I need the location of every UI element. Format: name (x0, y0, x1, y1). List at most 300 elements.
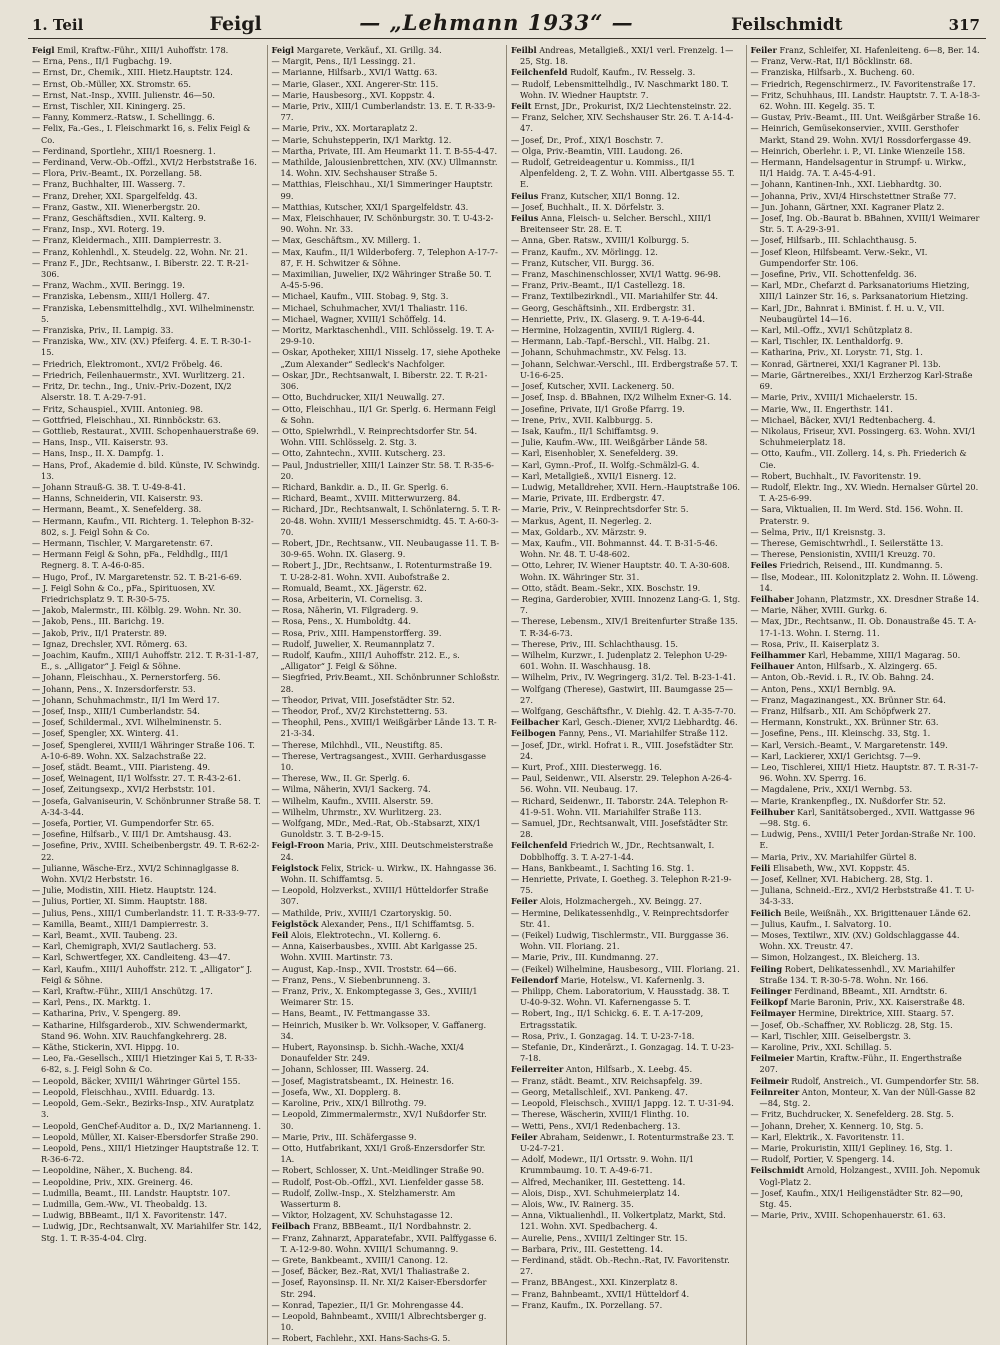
entry-text: — Leopoldine, Näher., X. Bucheng. 84. (32, 1165, 193, 1176)
entry-text: — Alfred, Mechaniker, III. Gestetteng. 14. (511, 1176, 686, 1187)
directory-entry (751, 202, 982, 213)
entry-text: — Karl, Tischler, XIII. Geiselbergstr. 3. (750, 1030, 912, 1041)
entry-text: Anton, Hilfsarb., X. Leebg. 45. (565, 1064, 693, 1075)
entry-text: — Franz, Zahnarzt, Apparatefabr., XVII. Palffygasse 6. T. A-12-9-80. Wohn. XVIII/1 Schumanng. 9. (271, 1232, 497, 1254)
directory-entry (511, 135, 741, 146)
directory-entry (511, 202, 741, 213)
entry-text: — Marie, Priv., V. Reinprechtsdorfer Str. 5. (511, 504, 689, 515)
directory-entry (751, 112, 982, 123)
directory-entry (272, 616, 502, 627)
directory-entry (32, 1165, 262, 1176)
directory-entry (511, 235, 741, 246)
directory-entry (32, 291, 262, 302)
directory-entry (751, 986, 982, 997)
entry-text: — Robert, Schlosser, X. Unt.-Meidlinger Straße 90. (271, 1165, 485, 1176)
directory-entry (32, 191, 262, 202)
directory-entry (751, 482, 982, 504)
entry-text: — Hermann Feigl & Sohn, pFa., Feldhdlg., III/1 Regnerg. 8. T. A-46-0-85. (32, 549, 229, 571)
entry-text: — Ferdinand, Verw.-Ob.-Offzl., XVI/2 Herbststraße 16. (32, 157, 257, 168)
directory-entry (751, 1042, 982, 1053)
directory-entry (272, 1165, 502, 1176)
entry-text: — Karl, Tischler, IX. Lenthaldorfg. 9. (750, 336, 904, 347)
entry-text: — Leo, Tischlerei, XIII/1 Hietz. Hauptstr. 87. T. R-31-7-96. Wohn. XV. Sperrg. 16. (750, 762, 979, 784)
directory-entry (751, 157, 982, 179)
entry-text: — Hermann, Handelsagentur in Strumpf- u. Wirkw., II/1 Haidg. 7A. T. A-45-4-91. (750, 157, 967, 179)
entry-text: — Rosa, Näherin, VI. Filgraderg. 9. (271, 605, 419, 616)
entry-text: — Hugo, Prof., IV. Margaretenstr. 52. T. B-21-6-69. (32, 571, 242, 582)
entry-surname: Feigl (32, 45, 55, 55)
entry-text: — Josef, Schildermal., XVI. Wilhelminenstr. 5. (32, 717, 222, 728)
entry-text: — Therese, Lebensm., XIV/1 Breitenfurter Straße 135. T. R-34-6-73. (511, 616, 738, 638)
column-1 (28, 45, 268, 1345)
entry-text: — Marie, Krankenpfleg., IX. Nußdorfer Str. 52. (750, 795, 946, 806)
entry-text: — Karl, Lackierer, XXI/1 Gerichtsg. 7—9. (750, 750, 921, 761)
directory-entry (272, 863, 502, 885)
directory-entry (32, 67, 262, 78)
entry-text: — Johann, Schlosser, III. Wasserg. 24. (271, 1064, 430, 1075)
directory-entry (511, 336, 741, 347)
directory-entry (511, 404, 741, 415)
directory-entry (511, 762, 741, 773)
entry-text: — Karl, Kaufm., XIII/1 Auhoffstr. 212. T. „Alligator“ J. Feigl & Söhne. (32, 963, 253, 985)
directory-entry (751, 784, 982, 795)
directory-entry (751, 1087, 982, 1109)
directory-entry (272, 90, 502, 101)
directory-entry (32, 325, 262, 336)
directory-entry (511, 79, 741, 101)
entry-text: — Josef, Ing. Ob.-Baurat b. BBahnen, XVIII/1 Weimarer Str. 5. T. A-29-3-91. (750, 213, 980, 235)
directory-entry (272, 1008, 502, 1019)
directory-entry (32, 930, 262, 941)
directory-entry (511, 280, 741, 291)
entry-text: — Josefine, Priv., XVIII. Scheibenbergstr. 49. T. R-62-2-22. (32, 840, 260, 862)
directory-entry (751, 45, 982, 56)
directory-entry (272, 538, 502, 560)
directory-title: — „Lehmann 1933“ — (359, 10, 634, 35)
entry-text: — Ernst, Ob.-Müller, XX. Stromstr. 65. (32, 78, 192, 89)
entry-text: — Erna, Pens., II/1 Fugbachg. 19. (32, 56, 172, 67)
directory-entry (751, 415, 982, 426)
directory-entry (751, 661, 982, 672)
directory-entry (272, 941, 502, 963)
directory-entry (32, 728, 262, 739)
entry-text: — Rudolf, Kaufm., XIII/1 Auhoffstr. 212. E., s. „Alligator“ J. Feigl & Söhne. (271, 649, 460, 672)
directory-entry (272, 605, 502, 616)
directory-entry (272, 1333, 502, 1344)
entry-text: — Georg, Geschäftsinh., XII. Erdbergstr. 31. (511, 302, 695, 313)
directory-entry (272, 426, 502, 448)
directory-entry (751, 997, 982, 1008)
entry-text: — Julianne, Wäsche-Erz., XVI/2 Schinnaglgasse 8. Wohn. XVI/2 Herbststr. 16. (32, 862, 240, 885)
directory-entry (511, 157, 741, 191)
entry-text: — Robert J., JDr., Rechtsanw., I. Rotenturmstraße 19. T. U-28-2-81. Wohn. XVII. Aubofstraße 2. (271, 560, 493, 582)
directory-entry (751, 560, 982, 571)
directory-entry (511, 986, 741, 1008)
entry-text: — Josef, Dr., Prof., XIX/1 Boschstr. 7. (511, 134, 664, 145)
entry-surname: Feilerreiter (511, 1064, 564, 1075)
entry-text: Rudolf, Anstreich., VI. Gumpendorfer Str. 58. (791, 1075, 979, 1086)
directory-entry (511, 1132, 741, 1154)
directory-entry (751, 762, 982, 784)
entry-text: — Paul, Jndustrieller, XIII/1 Lainzer Str. 58. T. R-35-6-20. (271, 459, 494, 481)
directory-entry (272, 1020, 502, 1042)
entry-text: — Josefa, Portier, VI. Gumpendorfer Str. 65. (32, 818, 215, 829)
directory-entry (272, 135, 502, 146)
entry-text: — Franz, Textilbezirkndl., VII. Mariahilfer Str. 44. (511, 291, 719, 302)
directory-entry (32, 448, 262, 459)
entry-text: — Otto, städt. Beam.-Sekr., XIX. Boschstr. 19. (511, 582, 701, 593)
entry-text: — Johann, Fleischhau., X. Pernerstorferg. 56. (32, 672, 221, 683)
entry-text: — Ferdinand, städt. Ob.-Rechn.-Rat, IV. Favoritenstr. 27. (511, 1254, 730, 1277)
entry-text: — Franz, Priv.-Beamt., II/1 Castellezg. 18. (511, 280, 686, 291)
directory-entry (511, 908, 741, 930)
entry-surname: Feilhammer (750, 649, 806, 660)
directory-entry (511, 460, 741, 471)
directory-entry (751, 1020, 982, 1031)
entry-text: — Hans, Insp., VII. Kaiserstr. 93. (32, 437, 169, 448)
directory-entry (272, 460, 502, 482)
directory-entry (272, 404, 502, 426)
directory-entry (32, 572, 262, 583)
directory-entry (32, 1098, 262, 1120)
entry-text: — Jakob, Priv., II/1 Praterstr. 89. (32, 627, 167, 638)
entry-text: — Ludwig, BBBeamt., II/1 X. Favoritenstr. 147. (32, 1210, 227, 1221)
entry-text: — Otto, Hutfabrikant, XXI/1 Groß-Enzersdorfer Str. 1A. (271, 1142, 486, 1165)
entry-text: — Franz, Kutscher, VII. Burgg. 36. (511, 257, 655, 268)
entry-text: — Therese, Ww., II. Gr. Sperlg. 6. (271, 773, 411, 784)
directory-entry (32, 482, 262, 493)
entry-text: — Rudolf, Elektr. Ing., XV. Wiedn. Hernalser Gürtel 20. T. A-25-6-99. (750, 481, 979, 504)
entry-text: — Karl, Beamt., XVII. Taubeng. 23. (32, 930, 178, 941)
directory-entry (272, 392, 502, 403)
entry-text: — Rosa, Priv., XIII. Hampenstorfferg. 39. (271, 627, 442, 638)
directory-entry (511, 975, 741, 986)
directory-entry (32, 628, 262, 639)
directory-entry (751, 123, 982, 145)
entry-text: — Jakob, Pens., III. Barichg. 19. (32, 616, 165, 627)
directory-entry (32, 896, 262, 907)
directory-entry (511, 247, 741, 258)
entry-text: — Wilhelm, Kaufm., XVIII. Alserstr. 59. (271, 795, 434, 806)
entry-text: — Josef, Insp., XIII/1 Cumberlandstr. 54. (32, 705, 200, 716)
directory-entry (751, 1076, 982, 1087)
entry-surname: Feilhuber (750, 806, 795, 817)
entry-text: — Heinrich, Gemüsekonservier., XVIII. Gersthofer Markt, Stand 29. Wohn. XVI/1 Rossdorfergasse 49. (750, 123, 972, 145)
directory-entry (32, 695, 262, 706)
entry-text: — Rudolf, Getreideagentur u. Kommiss., II/1 Alpenfeldeng. 2, T. Z. Wohn. VIII. Albertgasse 55. T. E. (511, 157, 735, 190)
entry-text: — Viktor, Holzagent, XV. Schuhstagasse 12. (271, 1210, 453, 1221)
directory-entry (32, 1008, 262, 1019)
entry-text: — Julius, Portier, XI. Simm. Hauptstr. 188. (32, 896, 208, 907)
entry-text: — Max, Kaufm., II/1 Wilderboferg. 7, Telephon A-17-7-87, F. H. Schwitzer & Söhne. (271, 246, 498, 268)
entry-text: — Richard, JDr., Rechtsanwalt, I. Schönlaterng. 5. T. R-20-48. Wohn. XVIII/1 Messerschmidtg. 45. T. A-60-3-70. (271, 504, 501, 537)
entry-text: — Rosa, Priv., II. Kaiserplatz 3. (750, 638, 880, 649)
entry-text: — Anton, Ob.-Revid. i. R., IV. Ob. Bahng. 24. (750, 672, 934, 683)
entry-text: — Olga, Priv.-Beamtin, VIII. Laudong. 26. (511, 145, 683, 156)
entry-surname: Feilich (750, 907, 782, 918)
entry-text: — Samuel, JDr., Rechtsanwalt, VIII. Josefstädter Str. 28. (511, 818, 729, 840)
entry-text: — Ludwig, Pens., XVIII/1 Peter Jordan-Straße Nr. 100. E. (750, 829, 976, 851)
entry-text: — Josef, Spenglerei, XVIII/1 Währinger Straße 106. T. A-10-6-89. Wohn. XX. Salzachstraße 22. (32, 739, 255, 761)
entry-surname: Feilbacher (511, 717, 560, 728)
entry-text: — Karl, Elektrik., X. Favoritenstr. 11. (750, 1131, 905, 1142)
directory-entry (32, 672, 262, 683)
entry-text: — Mathilde, Priv., XVIII/1 Czartoryskig. 50. (271, 907, 452, 918)
entry-text: — Franz, Bahnbeamt., XVII/1 Hütteldorf 4. (511, 1288, 690, 1299)
directory-entry (272, 101, 502, 123)
directory-entry (751, 179, 982, 190)
entry-text: — Richard, Bankdir. a. D., II. Gr. Sperlg. 6. (271, 481, 449, 492)
entry-text: — Otto, Buchdrucker, XII/1 Neuwallg. 27. (271, 392, 445, 403)
directory-entry (32, 415, 262, 426)
directory-entry (272, 908, 502, 919)
directory-entry (272, 303, 502, 314)
directory-entry (511, 840, 741, 862)
entry-text: — Leopold, Pens., XIII/1 Hietzinger Hauptstraße 12. T. R-36-6-72. (32, 1142, 259, 1165)
entry-text: — Franz, Kohlenhdl., X. Steudelg. 22, Wohn. Nr. 21. (32, 246, 248, 257)
entry-text: — Leopold, Bahnbeamt., XVIII/1 Albrechtsberger g. 10. (271, 1310, 487, 1333)
entry-text: — Josefine, Hilfsarb., V. III/1 Dr. Amtshausg. 43. (32, 829, 232, 840)
entry-text: Karl, Hebamme, XIII/1 Magarag. 50. (808, 649, 961, 660)
directory-entry (751, 728, 982, 739)
directory-entry (272, 235, 502, 246)
entry-text: — Wilhelm, Kurzwr., I. Judenplatz 2. Telephon U-29-601. Wohn. II. Waschhausg. 18. (511, 649, 728, 672)
directory-entry (751, 280, 982, 302)
entry-text: — Juliana, Schneid.-Erz., XVI/2 Herbststraße 41. T. U-34-3-33. (750, 885, 975, 907)
entry-text: Alois, Holzmachergeh., XV. Beingg. 27. (539, 896, 702, 907)
entry-text: — J. Feigl Sohn & Co., pFa., Spirituosen, XV. Friedrichsplatz 9. T. R-30-5-75. (32, 582, 216, 604)
directory-entry (272, 1188, 502, 1210)
directory-entry (511, 1008, 741, 1030)
entry-text: — Fritz, Schuhhaus, III. Landstr. Hauptstr. 7. T. A-18-3-62. Wohn. III. Kegelg. 35. T. (750, 89, 980, 112)
entry-text: — Stefanie, Dr., Kinderärzt., I. Gonzagag. 14. T. U-23-7-18. (511, 1042, 734, 1064)
directory-entry (32, 101, 262, 112)
entry-text: — Karl, Eisenhobler, X. Senefelderg. 39. (511, 448, 679, 459)
directory-entry (272, 1143, 502, 1165)
entry-text: — Wilhelm, Priv., IV. Wegringerg. 31/2. Tel. B-23-1-41. (511, 672, 736, 683)
directory-entry (272, 504, 502, 538)
entry-text: — Wolfgang (Therese), Gastwirt, III. Baumgasse 25—27. (511, 683, 733, 705)
directory-entry (511, 213, 741, 235)
entry-text: — Ignaz, Drechsler, XVI. Römerg. 63. (32, 638, 188, 649)
directory-entry (511, 112, 741, 134)
entry-text: — Philipp, Chem. Laboratorium, V. Hausstadg. 38. T. U-40-9-32. Wohn. VI. Kafernengasse 5. T. (511, 986, 730, 1008)
entry-text: — Moses, Textilwr., XIV. (XV.) Goldschlaggasse 44. Wohn. XX. Treustr. 47. (750, 930, 960, 952)
entry-text: — Karl, JDr., Bahnrat i. BMinist. f. H. u. V., VII. Neubaugürtel 14—16. (750, 302, 945, 324)
entry-text: Beile, Weißnäh., XX. Brigittenauer Lände 62. (783, 907, 971, 918)
entry-text: — Marianne, Hilfsarb., XVI/1 Wattg. 63. (271, 67, 438, 78)
entry-text: — Rudolf, Portier, V. Spengerg. 14. (750, 1154, 895, 1165)
entry-text: — Josefine, Private, II/1 Große Pfarrg. 19. (511, 403, 685, 414)
directory-entry (272, 1042, 502, 1064)
directory-entry (272, 695, 502, 706)
entry-text: — Leopold, Gem.-Sekr., Bezirks-Insp., XIV. Auratplatz 3. (32, 1098, 254, 1120)
directory-entry (511, 964, 741, 975)
entry-text: — Fanny, Kommerz.-Ratsw., I. Schellingg. 6. (32, 112, 215, 123)
part-label: 1. Teil (32, 16, 84, 34)
directory-entry (32, 112, 262, 123)
entry-text: — Karl, Versich.-Beamt., V. Margaretenstr. 149. (750, 739, 948, 750)
entry-text: — Hermann, Tischler, V. Margaretenstr. 67. (32, 537, 213, 548)
entry-text: — Karl, Schwertfeger, XX. Candleiteng. 43—47. (32, 952, 231, 963)
entry-text: — Gustav, Priv.-Beamt., III. Unt. Weißgärber Straße 16. (750, 112, 981, 123)
entry-text: — Robert, JDr., Rechtsanw., VII. Neubaugasse 11. T. B-30-9-65. Wohn. IX. Glaserg. 9. (271, 537, 500, 560)
directory-entry (511, 560, 741, 582)
entry-text: — Theophil, Pens., XVIII/1 Weißgärber Lände 13. T. R-21-3-34. (271, 717, 497, 739)
directory-entry (32, 213, 262, 224)
entry-surname: Feiler (750, 45, 777, 55)
entry-text: Karl, Gesch.-Diener, XVI/2 Liebhardtg. 46. (561, 717, 738, 728)
entry-text: — Nikolaus, Friseur, XVI. Possingerg. 63. Wohn. XVI/1 Schuhmeierplatz 18. (750, 425, 977, 448)
entry-text: — Marie, Private, III. Erdbergstr. 47. (511, 493, 665, 504)
entry-text: — Wolfgang, MDr., Med.-Rat, Ob.-Stabsarzt, XIX/1 Gunoldstr. 3. T. B-2-9-15. (271, 818, 481, 840)
entry-text: — Fritz, Buchdrucker, X. Senefelderg. 28. Stg. 5. (750, 1109, 954, 1120)
directory-entry (751, 426, 982, 448)
entry-text: Martin, Kraftw.-Führ., II. Engerthstraße 207. (759, 1053, 962, 1075)
directory-entry (511, 706, 741, 717)
entry-surname: Feiglstöck (271, 918, 319, 929)
entry-text: — Josef Kleon, Hilfsbeamt. Verw.-Sekr., VI. Gumpendorfer Str. 106. (750, 246, 928, 268)
directory-entry (751, 616, 982, 638)
directory-entry (751, 90, 982, 112)
directory-entry (751, 504, 982, 526)
directory-entry (751, 325, 982, 336)
directory-entry (751, 1143, 982, 1154)
entry-text: — Wetti, Pens., XVI/1 Redenbacherg. 13. (511, 1120, 681, 1131)
directory-entry (32, 90, 262, 101)
directory-entry (32, 684, 262, 695)
entry-text: Ernst, JDr., Prokurist, IX/2 Liechtensteinstr. 22. (534, 101, 732, 112)
entry-text: — Magdalene, Priv., XXI/1 Wernbg. 53. (750, 784, 913, 795)
directory-entry (272, 1221, 502, 1232)
directory-entry (32, 1121, 262, 1132)
directory-entry (272, 975, 502, 986)
directory-entry (32, 1042, 262, 1053)
entry-text: — Jun. Johann, Gärtner, XXI. Kagraner Platz 2. (750, 201, 945, 212)
entry-text: — Anna, Kaiserbausbes., XVIII. Abt Karlgasse 25. Wohn. XVIII. Martinstr. 73. (271, 941, 478, 963)
directory-entry (511, 583, 741, 594)
directory-entry (32, 919, 262, 930)
entry-text: — Michael, Wagner, XVIII/1 Schöffelg. 14. (271, 313, 447, 324)
entry-text: — Therese, Wäscherin, XVIII/1 Flinthg. 10. (511, 1109, 690, 1120)
entry-text: — Franz, Kaufm., IX. Porzellang. 57. (511, 1299, 663, 1310)
directory-entry (751, 79, 982, 90)
directory-entry (511, 1087, 741, 1098)
directory-entry (751, 404, 982, 415)
directory-entry (751, 347, 982, 358)
entry-text: — Josef, Zeitungsexp., XVI/2 Herbststr. 101. (32, 784, 216, 795)
directory-entry (32, 908, 262, 919)
directory-entry (272, 202, 502, 213)
entry-text: — Franziska, Lebensm., XIII/1 Hollerg. 47. (32, 291, 210, 302)
entry-text: — Josef, Bäcker, Bez.-Rat, XVI/1 Thaliastraße 2. (271, 1266, 470, 1277)
directory-entry (751, 1210, 982, 1221)
entry-surname: Feiles (750, 560, 778, 571)
entry-text: — Marie, Priv., XVIII. Schopenhauerstr. 61. 63. (750, 1210, 946, 1221)
directory-entry (32, 829, 262, 840)
entry-text: — Johann, Pens., X. Inzersdorferstr. 53. (32, 683, 196, 694)
entry-text: — Franz, Dreher, XXI. Spargelfeldg. 43. (32, 190, 198, 201)
entry-text: Marie Baronin, Priv., XX. Kaiserstraße 48. (790, 997, 965, 1008)
entry-text: — Joachim, Kaufm., XIII/1 Auhoffstr. 212. T. R-31-1-87, E., s. „Alligator“ J. Feigl & Söhne. (32, 649, 259, 672)
directory-entry (511, 773, 741, 795)
entry-text: — Ludwig, JDr., Rechtsanwalt, XV. Mariahilfer Str. 142, Stg. 1. T. R-35-4-04. Clrg. (32, 1221, 262, 1243)
entry-text: — Hermann, Konstrukt., XX. Brünner Str. 63. (750, 717, 939, 728)
directory-entry (511, 1031, 741, 1042)
directory-entry (272, 1132, 502, 1143)
entry-text: — Leopold, Bäcker, XVIII/1 Währinger Gürtel 155. (32, 1075, 241, 1086)
directory-entry (511, 1064, 741, 1075)
entry-text: — Josef, Kutscher, XVII. Lackenerg. 50. (511, 381, 675, 392)
directory-entry (32, 964, 262, 986)
entry-text: — Friedrich, Regenschirmerz., IV. Favoritenstraße 17. (750, 78, 976, 89)
entry-text: — Jakob, Malermstr., III. Kölblg. 29. Wohn. Nr. 30. (32, 605, 242, 616)
directory-entry (751, 672, 982, 683)
entry-surname: Feilendorf (511, 974, 558, 985)
directory-entry (751, 303, 982, 325)
entry-text: — Matthias, Kutscher, XXI/1 Spargelfeldstr. 43. (271, 201, 469, 212)
directory-entry (511, 1177, 741, 1188)
directory-entry (511, 1300, 741, 1311)
directory-entry (751, 1008, 982, 1019)
directory-entry (751, 146, 982, 157)
entry-text: — Heinrich, Oberlehr. i. P., VI. Linke Wienzeile 158. (750, 145, 966, 156)
entry-surname: Feilchenfeld (511, 67, 568, 78)
entry-text: — Anton, Pens., XXI/1 Bernblg. 9A. (750, 683, 896, 694)
directory-entry (272, 146, 502, 157)
directory-entry (511, 482, 741, 493)
directory-entry (32, 762, 262, 773)
entry-text: — Johanna, Priv., XVI/4 Hirschstettner Straße 77. (750, 190, 957, 201)
directory-entry (511, 426, 741, 437)
entry-text: — Josef, JDr., wirkl. Hofrat i. R., VIII. Josefstädter Str. 24. (511, 739, 734, 761)
directory-entry (32, 493, 262, 504)
directory-entry (751, 605, 982, 616)
directory-entry (511, 1076, 741, 1087)
directory-entry (32, 370, 262, 381)
entry-text: — Rudolf, Zollw.-Insp., X. Stelzhamerstr. Am Wasserturm 8. (271, 1187, 456, 1209)
directory-entry (511, 1042, 741, 1064)
directory-entry (751, 370, 982, 392)
directory-entry (272, 773, 502, 784)
entry-text: Rudolf, Kaufm., IV. Resselg. 3. (570, 67, 696, 78)
directory-entry (272, 885, 502, 907)
entry-text: — Selma, Priv., II/1 Kreisnstg. 3. (750, 526, 886, 537)
directory-entry (751, 717, 982, 728)
directory-entry (272, 796, 502, 807)
directory-entry (272, 1064, 502, 1075)
entry-text: — Sara, Viktualien, II. Im Werd. Std. 156. Wohn. II. Praterstr. 9. (750, 504, 964, 526)
directory-entry (272, 493, 502, 504)
entry-text: — Hans, Beamt., IV. Fettmangasse 33. (271, 1008, 431, 1019)
directory-entry (32, 605, 262, 616)
entry-text: — Johann Strauß-G. 38. T. U-49-8-41. (32, 481, 186, 492)
entry-text: Anton, Monteur, X. Van der Nüll-Gasse 82—84, Stg. 2. (759, 1086, 976, 1109)
directory-entry (751, 852, 982, 863)
entry-text: — Otto, Fleischhau., II/1 Gr. Sperlg. 6. Hermann Feigl & Sohn. (271, 403, 496, 425)
entry-text: — Robert, Ing., II/1 Schickg. 6. E. T. A-17-209, Ertragsstatik. (511, 1008, 704, 1030)
entry-text: — Henriette, Private, I. Goetheg. 3. Telephon R-21-9-75. (511, 874, 732, 896)
entry-text: — Franziska, Ww., XIV. (XV.) Pfeiferg. 4. E. T. R-30-1-15. (32, 336, 252, 358)
entry-text: — Michael, Bäcker, XVI/1 Redtenbacherg. 4. (750, 414, 936, 425)
directory-entry (32, 146, 262, 157)
directory-entry (511, 1121, 741, 1132)
entry-text: — Leopold, Fleischhau., XVIII. Eduardg. 13. (32, 1086, 215, 1097)
entry-text: Ferdinand, BBeamt., XII. Arndtstr. 6. (794, 986, 948, 997)
directory-entry (751, 549, 982, 560)
entry-text: — Ernst, Tischler, XII. Kiningerg. 25. (32, 101, 186, 112)
entry-text: — Karl, Kraftw.-Führ., XIII/1 Anschützg. 17. (32, 986, 213, 997)
